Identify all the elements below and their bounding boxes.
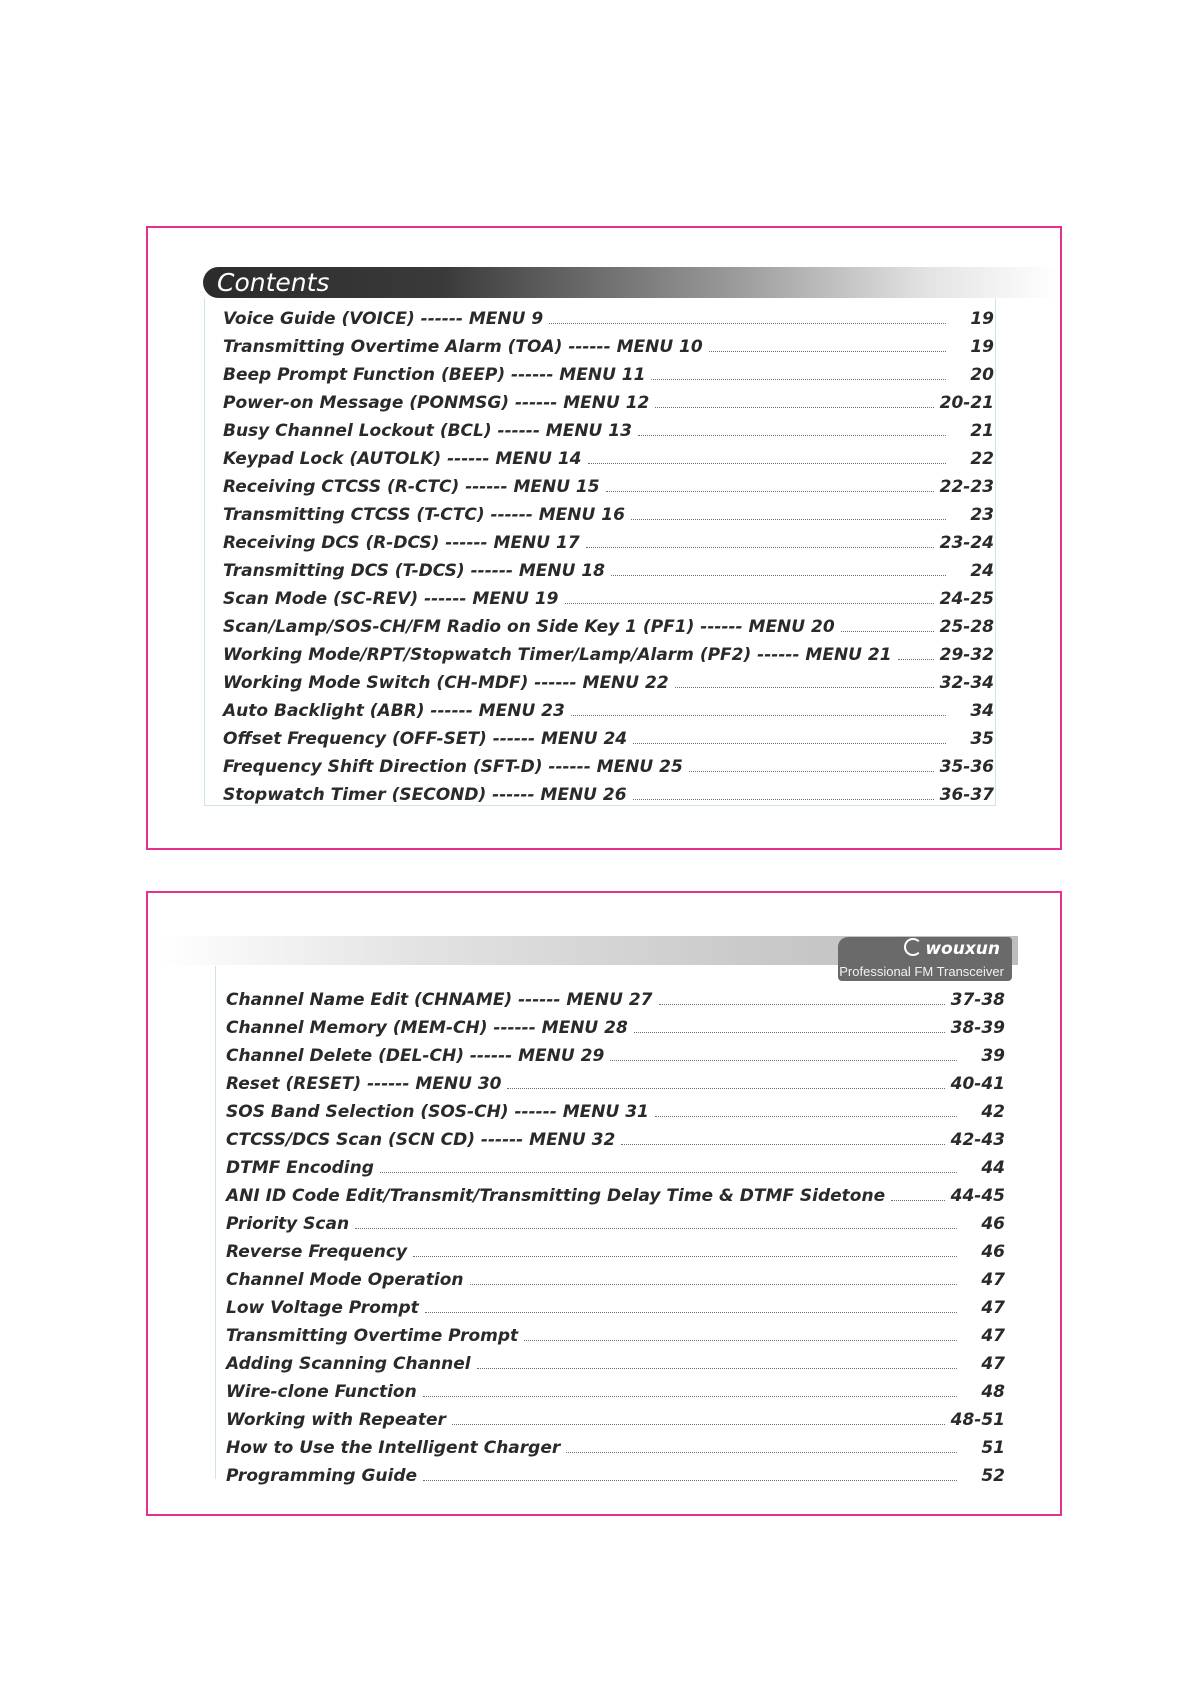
toc-entry-title: Priority Scan (226, 1214, 350, 1234)
toc-entry-page: 39 (981, 1046, 1005, 1066)
toc-entry-title: CTCSS/DCS Scan (SCN CD) ------ MENU 32 (226, 1130, 616, 1150)
toc-entry-page: 22-23 (939, 477, 994, 497)
contents-heading: Contents (217, 268, 330, 297)
toc-list-1 (204, 298, 996, 806)
toc-entry-page: 47 (981, 1354, 1005, 1374)
toc-entry-page: 35 (970, 729, 994, 749)
toc-entry[interactable] (216, 1066, 1005, 1094)
dot-leader (524, 1340, 957, 1341)
toc-entry-title: Keypad Lock (AUTOLK) ------ MENU 14 (223, 449, 582, 469)
toc-entry-page: 35-36 (939, 757, 994, 777)
dot-leader (588, 463, 947, 464)
toc-entry[interactable] (216, 982, 1005, 1010)
toc-entry-page: 44 (981, 1158, 1005, 1178)
dot-leader (452, 1424, 945, 1425)
toc-entry-title: Power-on Message (PONMSG) ------ MENU 12 (223, 393, 650, 413)
toc-entry-title: Programming Guide (226, 1466, 418, 1486)
dot-leader (898, 659, 934, 660)
toc-entry-title: Transmitting Overtime Prompt (226, 1326, 519, 1346)
toc-entry-page: 19 (970, 309, 994, 329)
toc-entry-page: 51 (981, 1438, 1005, 1458)
toc-entry-title: Busy Channel Lockout (BCL) ------ MENU 13 (223, 421, 632, 441)
toc-entry-title: Scan Mode (SC-REV) ------ MENU 19 (223, 589, 559, 609)
toc-entry-page: 29-32 (939, 645, 994, 665)
dot-leader (507, 1088, 944, 1089)
toc-entry-page: 19 (970, 337, 994, 357)
toc-entry-page: 37-38 (950, 990, 1005, 1010)
toc-entry[interactable] (205, 665, 995, 693)
toc-entry-title: Channel Memory (MEM-CH) ------ MENU 28 (226, 1018, 628, 1038)
toc-entry[interactable] (205, 553, 995, 581)
toc-entry-page: 21 (970, 421, 994, 441)
toc-entry[interactable] (205, 497, 995, 525)
dot-leader (633, 799, 934, 800)
dot-leader (621, 1144, 944, 1145)
toc-entry-title: Frequency Shift Direction (SFT-D) ------ MENU 25 (223, 757, 683, 777)
toc-entry-title: ANI ID Code Edit/Transmit/Transmitting Delay Time & DTMF Sidetone (226, 1186, 886, 1206)
toc-entry-page: 46 (981, 1242, 1005, 1262)
toc-entry[interactable] (216, 1206, 1005, 1234)
toc-entry-title: Transmitting Overtime Alarm (TOA) ------ MENU 10 (223, 337, 703, 357)
dot-leader (477, 1368, 957, 1369)
toc-entry-title: Stopwatch Timer (SECOND) ------ MENU 26 (223, 785, 627, 805)
toc-entry[interactable] (205, 441, 995, 469)
toc-entry[interactable] (216, 1178, 1005, 1206)
dot-leader (633, 743, 946, 744)
toc-entry-page: 47 (981, 1298, 1005, 1318)
toc-entry[interactable] (205, 413, 995, 441)
toc-entry-title: Beep Prompt Function (BEEP) ------ MENU 11 (223, 365, 646, 385)
toc-entry[interactable] (216, 1374, 1005, 1402)
toc-entry[interactable] (205, 777, 995, 805)
toc-entry-title: Scan/Lamp/SOS-CH/FM Radio on Side Key 1 (PF1) ------ MENU 20 (223, 617, 835, 637)
toc-entry[interactable] (216, 1122, 1005, 1150)
toc-entry-title: Wire-clone Function (226, 1382, 417, 1402)
dot-leader (631, 519, 946, 520)
toc-entry-page: 42-43 (950, 1130, 1005, 1150)
dot-leader (891, 1200, 945, 1201)
toc-entry-title: Reset (RESET) ------ MENU 30 (226, 1074, 502, 1094)
contents-page-2 (146, 891, 1062, 1516)
toc-entry-title: Working Mode Switch (CH-MDF) ------ MENU 22 (223, 673, 669, 693)
dot-leader (651, 379, 946, 380)
toc-entry[interactable] (216, 1094, 1005, 1122)
toc-entry-title: Channel Name Edit (CHNAME) ------ MENU 27 (226, 990, 653, 1010)
dot-leader (470, 1284, 958, 1285)
toc-entry-title: Receiving CTCSS (R-CTC) ------ MENU 15 (223, 477, 600, 497)
toc-entry-title: Transmitting CTCSS (T-CTC) ------ MENU 16 (223, 505, 625, 525)
toc-entry-title: How to Use the Intelligent Charger (226, 1438, 561, 1458)
toc-entry-page: 25-28 (939, 617, 994, 637)
toc-entry-title: Offset Frequency (OFF-SET) ------ MENU 24 (223, 729, 628, 749)
toc-entry[interactable] (216, 1430, 1005, 1458)
brand-name (904, 938, 1000, 959)
toc-entry[interactable] (216, 1458, 1005, 1486)
toc-entry[interactable] (205, 637, 995, 665)
toc-entry[interactable] (216, 1402, 1005, 1430)
dot-leader (380, 1172, 957, 1173)
dot-leader (689, 771, 934, 772)
toc-entry[interactable] (205, 469, 995, 497)
toc-entry-page: 20-21 (939, 393, 994, 413)
toc-entry[interactable] (216, 1290, 1005, 1318)
toc-entry-page: 38-39 (950, 1018, 1005, 1038)
toc-entry-page: 48 (981, 1382, 1005, 1402)
toc-entry[interactable] (216, 1262, 1005, 1290)
toc-entry[interactable] (205, 301, 995, 329)
toc-entry[interactable] (205, 525, 995, 553)
toc-entry[interactable] (216, 1010, 1005, 1038)
toc-entry-title: Channel Delete (DEL-CH) ------ MENU 29 (226, 1046, 605, 1066)
toc-entry-title: Adding Scanning Channel (226, 1354, 471, 1374)
toc-entry-page: 20 (970, 365, 994, 385)
toc-entry-page: 46 (981, 1214, 1005, 1234)
dot-leader (709, 351, 946, 352)
toc-entry[interactable] (205, 357, 995, 385)
toc-entry-title: Channel Mode Operation (226, 1270, 464, 1290)
toc-entry[interactable] (205, 581, 995, 609)
toc-entry-page: 42 (981, 1102, 1005, 1122)
toc-entry-page: 23 (970, 505, 994, 525)
toc-entry-page: 48-51 (950, 1410, 1005, 1430)
toc-entry[interactable] (205, 721, 995, 749)
toc-entry-page: 32-34 (939, 673, 994, 693)
dot-leader (675, 687, 934, 688)
toc-entry-page: 24-25 (939, 589, 994, 609)
contents-header-bar (203, 267, 1058, 298)
toc-entry-page: 52 (981, 1466, 1005, 1486)
toc-entry[interactable] (205, 329, 995, 357)
dot-leader (659, 1004, 945, 1005)
dot-leader (565, 603, 934, 604)
toc-entry-title: Transmitting DCS (T-DCS) ------ MENU 18 (223, 561, 605, 581)
brand-swirl-icon (904, 938, 922, 956)
dot-leader (610, 1060, 957, 1061)
dot-leader (549, 323, 946, 324)
toc-entry-title: DTMF Encoding (226, 1158, 374, 1178)
dot-leader (611, 575, 946, 576)
toc-entry-page: 22 (970, 449, 994, 469)
toc-entry[interactable] (216, 1234, 1005, 1262)
toc-entry-page: 24 (970, 561, 994, 581)
toc-entry[interactable] (205, 609, 995, 637)
dot-leader (606, 491, 934, 492)
toc-entry[interactable] (216, 1318, 1005, 1346)
toc-entry-title: Working Mode/RPT/Stopwatch Timer/Lamp/Alarm (PF2) ------ MENU 21 (223, 645, 892, 665)
dot-leader (638, 435, 946, 436)
toc-entry-page: 47 (981, 1326, 1005, 1346)
dot-leader (566, 1452, 957, 1453)
toc-entry-title: Low Voltage Prompt (226, 1298, 419, 1318)
dot-leader (655, 1116, 957, 1117)
toc-entry-title: Working with Repeater (226, 1410, 446, 1430)
toc-entry-page: 23-24 (939, 533, 994, 553)
dot-leader (841, 631, 934, 632)
toc-entry-page: 36-37 (939, 785, 994, 805)
toc-entry-title: Receiving DCS (R-DCS) ------ MENU 17 (223, 533, 580, 553)
dot-leader (355, 1228, 957, 1229)
toc-entry[interactable] (216, 1346, 1005, 1374)
toc-entry[interactable] (205, 385, 995, 413)
toc-entry[interactable] (216, 1038, 1005, 1066)
toc-entry[interactable] (216, 1150, 1005, 1178)
dot-leader (423, 1396, 957, 1397)
toc-entry-page: 47 (981, 1270, 1005, 1290)
toc-entry-title: Voice Guide (VOICE) ------ MENU 9 (223, 309, 544, 329)
toc-entry[interactable] (205, 749, 995, 777)
dot-leader (655, 407, 933, 408)
dot-leader (425, 1312, 957, 1313)
toc-entry-page: 34 (970, 701, 994, 721)
dot-leader (634, 1032, 945, 1033)
toc-entry-page: 40-41 (950, 1074, 1005, 1094)
dot-leader (586, 547, 934, 548)
dot-leader (423, 1480, 957, 1481)
contents-page-1 (146, 226, 1062, 850)
toc-entry-title: SOS Band Selection (SOS-CH) ------ MENU 31 (226, 1102, 649, 1122)
toc-list-2 (215, 966, 1005, 1486)
toc-entry-title: Reverse Frequency (226, 1242, 408, 1262)
brand-name-text: wouxun (925, 939, 1000, 959)
toc-entry[interactable] (205, 693, 995, 721)
dot-leader (571, 715, 946, 716)
brand-tagline: Professional FM Transceiver (839, 964, 1004, 979)
dot-leader (413, 1256, 957, 1257)
toc-entry-title: Auto Backlight (ABR) ------ MENU 23 (223, 701, 565, 721)
toc-entry-page: 44-45 (950, 1186, 1005, 1206)
